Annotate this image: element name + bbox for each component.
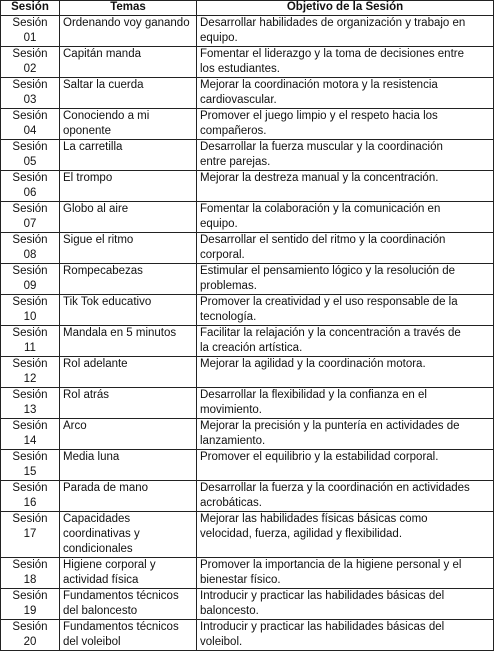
theme-cell-line: Parada de mano xyxy=(63,482,149,494)
session-cell-line: 09 xyxy=(23,280,37,292)
table-row xyxy=(1,202,494,233)
session-cell-line: Sesión xyxy=(12,172,48,184)
objective-cell-line: Mejorar la destreza manual y la concentración. xyxy=(200,172,439,184)
theme-cell-line: Rol atrás xyxy=(63,389,110,401)
table-row xyxy=(1,140,494,171)
table-row xyxy=(1,419,494,450)
objective-cell xyxy=(197,78,494,109)
session-cell-line: Sesión xyxy=(12,389,48,401)
objective-cell xyxy=(197,233,494,264)
table-header xyxy=(1,1,494,16)
session-cell-line: 14 xyxy=(23,435,37,447)
session-cell-line: 18 xyxy=(23,574,37,586)
theme-cell-line: Media luna xyxy=(63,451,120,463)
objective-cell-line: Desarrollar el sentido del ritmo y la coordinación xyxy=(200,234,446,246)
objective-cell-line: problemas. xyxy=(200,280,257,292)
session-cell xyxy=(1,202,60,233)
objective-cell-line: Desarrollar la fuerza y la coordinación en actividades xyxy=(200,482,470,494)
theme-cell xyxy=(60,326,197,357)
header-objective: Objetivo de la Sesión xyxy=(197,1,494,16)
session-cell xyxy=(1,264,60,295)
objective-cell-line: Introducir y practicar las habilidades básicas del xyxy=(200,621,445,633)
session-cell-line: 02 xyxy=(23,63,37,75)
session-cell xyxy=(1,620,60,651)
objective-cell xyxy=(197,171,494,202)
objective-cell xyxy=(197,558,494,589)
objective-cell xyxy=(197,419,494,450)
session-cell-line: 06 xyxy=(23,187,37,199)
objective-cell xyxy=(197,109,494,140)
session-cell-line: Sesión xyxy=(12,296,48,308)
session-cell-line: 13 xyxy=(23,404,37,416)
session-cell-line: 12 xyxy=(23,373,37,385)
theme-cell-line: Higiene corporal y xyxy=(63,559,156,571)
objective-cell-line: voleibol. xyxy=(200,636,243,648)
session-cell-line: Sesión xyxy=(12,48,48,60)
theme-cell xyxy=(60,202,197,233)
objective-cell-line: Facilitar la relajación y la concentración a través de xyxy=(200,327,461,339)
session-cell-line: 10 xyxy=(23,311,37,323)
session-cell-line: Sesión xyxy=(12,590,48,602)
table-row xyxy=(1,47,494,78)
session-cell xyxy=(1,295,60,326)
theme-cell xyxy=(60,47,197,78)
objective-cell xyxy=(197,450,494,481)
session-cell xyxy=(1,558,60,589)
session-cell-line: Sesión xyxy=(12,110,48,122)
table-row xyxy=(1,450,494,481)
table-row xyxy=(1,233,494,264)
table-body xyxy=(1,16,494,651)
objective-cell-line: Desarrollar la flexibilidad y la confianza en el xyxy=(200,389,427,401)
session-cell xyxy=(1,326,60,357)
objective-cell-line: Mejorar la coordinación motora y la resistencia xyxy=(200,79,438,91)
objective-cell-line: equipo. xyxy=(200,218,238,230)
session-cell xyxy=(1,512,60,558)
theme-cell xyxy=(60,171,197,202)
theme-cell-line: Capitán manda xyxy=(63,48,141,60)
objective-cell-line: Mejorar la precisión y la puntería en actividades de xyxy=(200,420,460,432)
theme-cell xyxy=(60,481,197,512)
theme-cell-line: del voleibol xyxy=(63,636,121,648)
theme-cell xyxy=(60,140,197,171)
session-cell-line: Sesión xyxy=(12,559,48,571)
objective-cell xyxy=(197,589,494,620)
objective-cell xyxy=(197,264,494,295)
header-session: Sesión xyxy=(1,1,60,16)
theme-cell xyxy=(60,295,197,326)
objective-cell xyxy=(197,140,494,171)
theme-cell-line: Rompecabezas xyxy=(63,265,143,277)
theme-cell-line: Capacidades xyxy=(63,513,131,525)
theme-cell xyxy=(60,589,197,620)
theme-cell xyxy=(60,388,197,419)
session-cell-line: 04 xyxy=(23,125,37,137)
objective-cell xyxy=(197,326,494,357)
theme-cell xyxy=(60,419,197,450)
theme-cell-line: Globo al aire xyxy=(63,203,129,215)
session-cell xyxy=(1,357,60,388)
objective-cell-line: Fomentar la colaboración y la comunicación en xyxy=(200,203,441,215)
table-row xyxy=(1,481,494,512)
theme-cell-line: Saltar la cuerda xyxy=(63,79,144,91)
objective-cell-line: acrobáticas. xyxy=(200,497,263,509)
session-cell-line: Sesión xyxy=(12,265,48,277)
session-cell-line: 15 xyxy=(23,466,37,478)
objective-cell-line: Promover el juego limpio y el respeto hacia los xyxy=(200,110,438,122)
theme-cell-line: actividad física xyxy=(63,574,139,586)
session-cell xyxy=(1,78,60,109)
theme-cell-line: Conociendo a mi xyxy=(63,110,150,122)
objective-cell-line: Mejorar la agilidad y la coordinación motora. xyxy=(200,358,426,370)
theme-cell-line: Rol adelante xyxy=(63,358,128,370)
objective-cell-line: los estudiantes. xyxy=(200,63,280,75)
theme-cell-line: Ordenando voy ganando xyxy=(63,17,190,29)
theme-cell xyxy=(60,264,197,295)
theme-cell-line: Tik Tok educativo xyxy=(63,296,152,308)
theme-cell xyxy=(60,109,197,140)
theme-cell-line: El trompo xyxy=(63,172,113,184)
session-cell-line: 20 xyxy=(23,636,37,648)
session-cell xyxy=(1,481,60,512)
session-cell xyxy=(1,233,60,264)
session-cell xyxy=(1,419,60,450)
table-row xyxy=(1,357,494,388)
objective-cell-line: tecnología. xyxy=(200,311,257,323)
table-row xyxy=(1,264,494,295)
theme-cell-line: Fundamentos técnicos xyxy=(63,621,179,633)
objective-cell-line: Promover el equilibrio y la estabilidad corporal. xyxy=(200,451,439,463)
objective-cell-line: equipo. xyxy=(200,32,238,44)
header-row xyxy=(1,1,494,16)
table-row xyxy=(1,512,494,558)
theme-cell-line: del baloncesto xyxy=(63,605,138,617)
theme-cell xyxy=(60,512,197,558)
objective-cell xyxy=(197,357,494,388)
session-cell-line: Sesión xyxy=(12,482,48,494)
theme-cell xyxy=(60,233,197,264)
table-row xyxy=(1,620,494,651)
table-row xyxy=(1,171,494,202)
session-cell xyxy=(1,388,60,419)
session-cell-line: 16 xyxy=(23,497,37,509)
theme-cell-line: La carretilla xyxy=(63,141,123,153)
session-cell-line: 11 xyxy=(24,342,36,354)
objective-cell xyxy=(197,16,494,47)
theme-cell xyxy=(60,16,197,47)
session-cell xyxy=(1,109,60,140)
session-cell-line: Sesión xyxy=(12,327,48,339)
session-cell xyxy=(1,171,60,202)
session-cell xyxy=(1,16,60,47)
session-cell-line: 19 xyxy=(23,605,37,617)
session-cell-line: 17 xyxy=(23,528,37,540)
objective-cell xyxy=(197,388,494,419)
session-cell xyxy=(1,450,60,481)
objective-cell-line: Desarrollar habilidades de organización y trabajo en xyxy=(200,17,466,29)
session-cell-line: Sesión xyxy=(12,203,48,215)
theme-cell-line: Mandala en 5 minutos xyxy=(63,327,177,339)
objective-cell-line: la creación artística. xyxy=(200,342,303,354)
theme-cell xyxy=(60,450,197,481)
objective-cell-line: baloncesto. xyxy=(200,605,259,617)
table-row xyxy=(1,558,494,589)
table-row xyxy=(1,295,494,326)
table-row xyxy=(1,326,494,357)
objective-cell-line: velocidad, fuerza, agilidad y flexibilidad. xyxy=(200,528,403,540)
header-theme: Temas xyxy=(60,1,197,16)
session-cell-line: 08 xyxy=(23,249,37,261)
objective-cell xyxy=(197,47,494,78)
session-cell-line: Sesión xyxy=(12,358,48,370)
session-cell-line: 07 xyxy=(23,218,37,230)
theme-cell-line: Fundamentos técnicos xyxy=(63,590,179,602)
objective-cell-line: bienestar físico. xyxy=(200,574,281,586)
table-row xyxy=(1,78,494,109)
objective-cell-line: Promover la creatividad y el uso responsable de la xyxy=(200,296,458,308)
session-cell xyxy=(1,589,60,620)
objective-cell-line: entre parejas. xyxy=(200,156,271,168)
objective-cell-line: lanzamiento. xyxy=(200,435,266,447)
objective-cell xyxy=(197,481,494,512)
theme-cell xyxy=(60,620,197,651)
theme-cell xyxy=(60,357,197,388)
session-cell xyxy=(1,47,60,78)
objective-cell-line: Mejorar las habilidades físicas básicas como xyxy=(200,513,428,525)
session-cell-line: Sesión xyxy=(12,451,48,463)
table-row xyxy=(1,16,494,47)
table-row xyxy=(1,388,494,419)
objective-cell-line: cardiovascular. xyxy=(200,94,277,106)
theme-cell-line: Sigue el ritmo xyxy=(63,234,134,246)
theme-cell-line: Arco xyxy=(63,420,87,432)
session-cell xyxy=(1,140,60,171)
objective-cell-line: Desarrollar la fuerza muscular y la coordinación xyxy=(200,141,443,153)
session-cell-line: Sesión xyxy=(12,17,48,29)
session-cell-line: 01 xyxy=(23,32,37,44)
theme-cell-line: oponente xyxy=(63,125,111,137)
theme-cell-line: condicionales xyxy=(63,543,133,555)
session-cell-line: 03 xyxy=(23,94,37,106)
theme-cell xyxy=(60,78,197,109)
objective-cell-line: Fomentar el liderazgo y la toma de decisiones entre xyxy=(200,48,465,60)
session-cell-line: Sesión xyxy=(12,420,48,432)
objective-cell-line: Promover la importancia de la higiene personal y el xyxy=(200,559,462,571)
session-cell-line: Sesión xyxy=(12,513,48,525)
session-cell-line: Sesión xyxy=(12,141,48,153)
theme-cell xyxy=(60,558,197,589)
objective-cell-line: compañeros. xyxy=(200,125,267,137)
session-cell-line: 05 xyxy=(23,156,37,168)
theme-cell-line: coordinativas y xyxy=(63,528,140,540)
objective-cell-line: Estimular el pensamiento lógico y la resolución de xyxy=(200,265,456,277)
objective-cell xyxy=(197,295,494,326)
session-cell-line: Sesión xyxy=(12,234,48,246)
objective-cell-line: Introducir y practicar las habilidades básicas del xyxy=(200,590,445,602)
objective-cell xyxy=(197,512,494,558)
session-cell-line: Sesión xyxy=(12,79,48,91)
objective-cell-line: corporal. xyxy=(200,249,245,261)
table-row xyxy=(1,109,494,140)
session-cell-line: Sesión xyxy=(12,621,48,633)
objective-cell xyxy=(197,202,494,233)
table-row xyxy=(1,589,494,620)
objective-cell-line: movimiento. xyxy=(200,404,262,416)
objective-cell xyxy=(197,620,494,651)
